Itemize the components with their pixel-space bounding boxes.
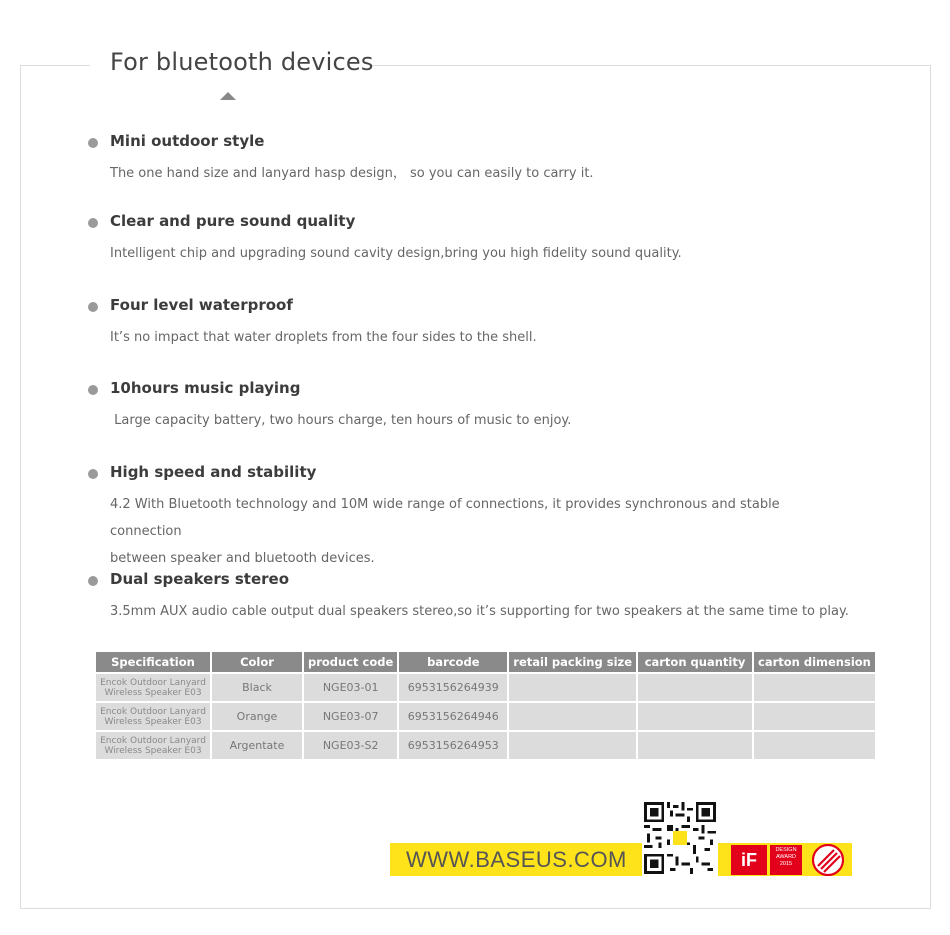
feature-heading: Mini outdoor style	[110, 132, 265, 150]
column-header: retail packing size	[509, 652, 636, 672]
column-header: carton dimension	[754, 652, 875, 672]
spec-cell: Encok Outdoor Lanyard Wireless Speaker E03	[96, 732, 210, 759]
feature-heading: Clear and pure sound quality	[110, 212, 356, 230]
feature-description: 3.5mm AUX audio cable output dual speakers stereo,so it’s supporting for two speakers at the same time to play.	[110, 604, 849, 619]
design-award-badge: DESIGN AWARD 2015	[770, 845, 802, 875]
quantity-cell	[638, 703, 752, 730]
feature-heading: Dual speakers stereo	[110, 570, 290, 588]
bullet-icon	[88, 385, 98, 395]
feature-description: The one hand size and lanyard hasp design， so you can easily to carry it.	[110, 166, 594, 181]
bullet-icon	[88, 576, 98, 586]
table-row	[96, 732, 875, 759]
content-frame	[20, 65, 931, 909]
feature-description: It’s no impact that water droplets from the four sides to the shell.	[110, 330, 537, 345]
code-cell: NGE03-S2	[304, 732, 397, 759]
code-cell: NGE03-01	[304, 674, 397, 701]
table-row	[96, 703, 875, 730]
color-cell: Argentate	[212, 732, 302, 759]
bullet-icon	[88, 302, 98, 312]
dimension-cell	[754, 674, 875, 701]
feature-heading: Four level waterproof	[110, 296, 293, 314]
packing-cell	[509, 674, 636, 701]
page-title: For bluetooth devices	[110, 48, 374, 76]
color-cell: Black	[212, 674, 302, 701]
feature-heading: 10hours music playing	[110, 379, 301, 397]
feature-heading: High speed and stability	[110, 463, 317, 481]
spec-table	[94, 650, 877, 761]
column-header: Color	[212, 652, 302, 672]
column-header: barcode	[399, 652, 507, 672]
packing-cell	[509, 732, 636, 759]
red-dot-award-icon	[812, 844, 844, 876]
bullet-icon	[88, 218, 98, 228]
dimension-cell	[754, 703, 875, 730]
color-cell: Orange	[212, 703, 302, 730]
barcode-cell: 6953156264946	[399, 703, 507, 730]
feature-description: Large capacity battery, two hours charge, ten hours of music to enjoy.	[110, 413, 572, 428]
code-cell: NGE03-07	[304, 703, 397, 730]
table-row	[96, 674, 875, 701]
barcode-cell: 6953156264939	[399, 674, 507, 701]
column-header: carton quantity	[638, 652, 752, 672]
column-header: Specification	[96, 652, 210, 672]
barcode-cell: 6953156264953	[399, 732, 507, 759]
table-header-row	[96, 652, 875, 672]
feature-description: 4.2 With Bluetooth technology and 10M wide range of connections, it provides synchronous and stable connection between speaker and bluetooth devices.	[110, 497, 780, 566]
dimension-cell	[754, 732, 875, 759]
bullet-icon	[88, 469, 98, 479]
feature-description: Intelligent chip and upgrading sound cavity design,bring you high fidelity sound quality.	[110, 246, 682, 261]
caret-up-icon	[220, 92, 236, 100]
website-link[interactable]: WWW.BASEUS.COM	[406, 847, 627, 872]
column-header: product code	[304, 652, 397, 672]
spec-cell: Encok Outdoor Lanyard Wireless Speaker E03	[96, 703, 210, 730]
spec-cell: Encok Outdoor Lanyard Wireless Speaker E03	[96, 674, 210, 701]
quantity-cell	[638, 732, 752, 759]
quantity-cell	[638, 674, 752, 701]
packing-cell	[509, 703, 636, 730]
if-award-logo: iF	[731, 845, 767, 875]
bullet-icon	[88, 138, 98, 148]
qr-code-icon	[642, 800, 718, 876]
